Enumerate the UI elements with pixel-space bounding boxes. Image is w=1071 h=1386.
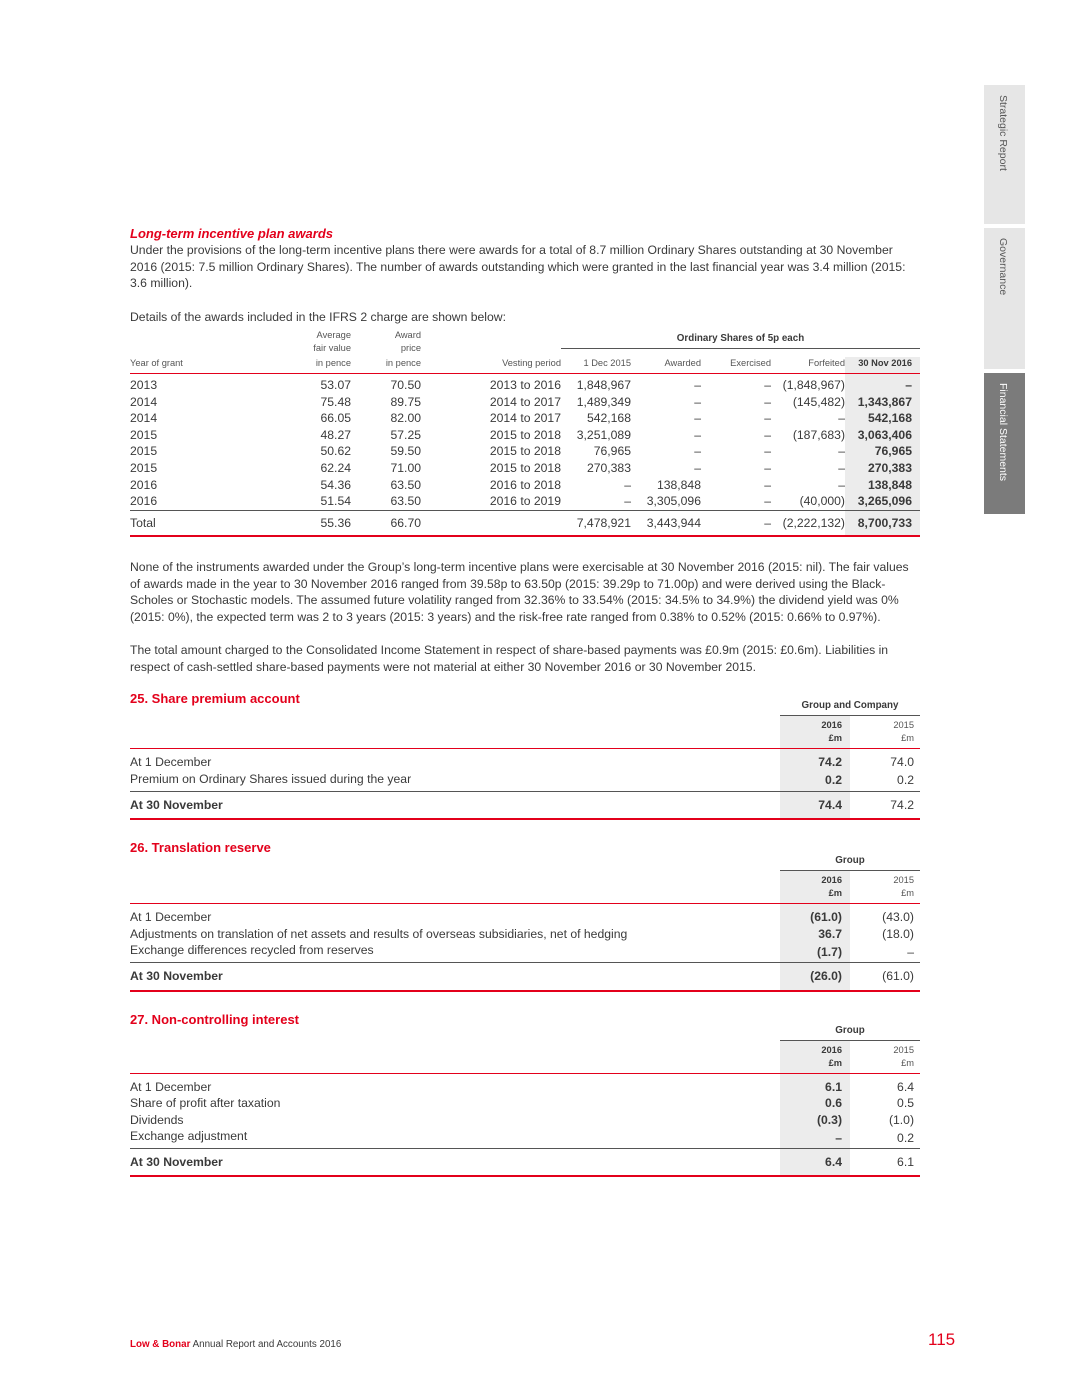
col-header-year: Year of grant	[130, 357, 250, 374]
sidebar-tab-governance[interactable]	[984, 228, 1025, 369]
table-row: 2015 50.62 59.50 2015 to 2018 76,965 – – – 76,965	[130, 443, 920, 460]
table-row: Exchange differences recycled from reserves (1.7) –	[130, 942, 920, 962]
note-translation-reserve	[130, 840, 920, 991]
table-row: 2013 53.07 70.50 2013 to 2016 1,848,967 – – (1,848,967) –	[130, 374, 920, 394]
main-content	[130, 226, 920, 1177]
ltip-intro-paragraph: Under the provisions of the long-term incentive plans there were awards for a total of 8.7 million Ordinary Shares outstanding at 30 November 2016 (2015: 7.5 million Ordinary Shares). The number of awards outstanding which were granted in the last financial year was 3.4 million (2015: 3.6 million).	[130, 243, 906, 290]
note-group-header: Group and Company	[780, 699, 920, 716]
footer	[130, 1339, 341, 1350]
table-row: 2014 66.05 82.00 2014 to 2017 542,168 – – – 542,168	[130, 410, 920, 427]
note-table: Group 2016 2015 £m £m At 1 December (61.0) (43.0) Adjustments on translation of net assets and results of overseas subsidiaries, net of hedging 36.7 (18.0) Exchange differences recycled from reserves (1.7) – At 30 November (26.0) (61.0)	[130, 854, 920, 991]
col-header-avg: Average fair value	[313, 330, 351, 353]
col-header-dec2015: 1 Dec 2015	[561, 357, 631, 374]
note-group-header: Group	[780, 1024, 920, 1041]
col-header-vesting: Vesting period	[421, 357, 561, 374]
table-row: At 1 December 74.2 74.0	[130, 749, 920, 771]
page-number: 115	[928, 1330, 956, 1349]
table-row: At 1 December 6.1 6.4	[130, 1073, 920, 1095]
table-total-row: At 30 November 74.4 74.2	[130, 791, 920, 819]
table-row: Adjustments on translation of net assets and results of overseas subsidiaries, net of hedging 36.7 (18.0)	[130, 926, 914, 941]
ltip-fair-value-paragraph: None of the instruments awarded under the Group’s long-term incentive plans were exercisable at 30 November 2016 (2015: nil). The fair values of awards made in the year to 30 November 2016 ranged from 39.58p to 63.50p (2015: 39.29p to 71.00p) and were derived using the Black-Scholes or Stochastic models. The assumed future volatility ranged from 32.36% to 33.54% (2015: 34.5% to 34.9%) the dividend yield was 0% (2015: 0%), the expected term was 2 to 3 years (2015: 3 years) and the risk-free rate ranged from 0.38% to 0.52% (2015: 0.66% to 0.97%).	[130, 560, 909, 624]
table-row: 2016 54.36 63.50 2016 to 2018 – 138,848 – – 138,848	[130, 477, 920, 494]
sidebar-tab-financial-statements[interactable]	[984, 373, 1025, 514]
ltip-awards-table: Average fair value Award price Ordinary Shares of 5p each Year of grant in pence in pence Vesting period 1 Dec 2015 Awarded Exercised Forfeited 30 Nov 2016 2013 53.07 70.50 2013 to 2016 1,848,967 – – (1,848,967) – 2014 75.48 89.75 2014 to 2017 1,489,349 – – (145,482) 1,343,867 2014 66.05 82.00 2014 to 2017 542,168 – – – 542,168 2015 48.27 57.25 2015 to 2018 3,251,089 – – (187,683) 3,063,406 2015 50.62 59.50 2015 to 2018 76,965 – – – 76,965 2015 62.24 71.00 2015 to 2018 270,383 – – – 270,383 2016 54.36 63.50 2016 to 2018 – 138,848 – – 138,848 2016 51.54 63.50 2016 to 2019 – 3,305,096 – (40,000) 3,265,096 Total 55.36 66.70 7,478,921 3,443,944 – (2,222,132) 8,700,733	[130, 329, 920, 537]
ltip-details-paragraph: Details of the awards included in the IFRS 2 charge are shown below:	[130, 309, 506, 324]
col-header-awarded: Awarded	[631, 357, 701, 374]
table-row: At 1 December (61.0) (43.0)	[130, 904, 920, 926]
col-header-forfeited: Forfeited	[771, 357, 845, 374]
table-row: 2015 48.27 57.25 2015 to 2018 3,251,089 – – (187,683) 3,063,406	[130, 427, 920, 444]
note-table: Group 2016 2015 £m £m At 1 December 6.1 6.4 Share of profit after taxation 0.6 0.5 Dividends (0.3) (1.0) Exchange adjustment – 0.2 At 30 November 6.4 6.1	[130, 1024, 920, 1178]
ltip-charge-paragraph: The total amount charged to the Consolidated Income Statement in respect of share-based payments was £0.9m (2015: £0.6m). Liabilities in respect of cash-settled share-based payments were not material at either 30 November 2016 or 30 November 2015.	[130, 643, 889, 674]
note-share-premium	[130, 691, 920, 820]
table-total-row: At 30 November (26.0) (61.0)	[130, 962, 920, 990]
sidebar-tab-label: Strategic Report	[997, 95, 1009, 171]
table-total-row: At 30 November 6.4 6.1	[130, 1148, 920, 1176]
sidebar-tab-strategic-report[interactable]	[984, 85, 1025, 224]
note-title: 27. Non-controlling interest	[130, 1011, 300, 1027]
sidebar-tab-label: Financial Statements	[997, 383, 1009, 482]
table-row: 2015 62.24 71.00 2015 to 2018 270,383 – – – 270,383	[130, 460, 920, 477]
col-header-price: Award price	[394, 330, 421, 353]
note-group-header: Group	[780, 854, 920, 871]
table-row: Exchange adjustment – 0.2	[130, 1128, 920, 1148]
col-header-nov2016: 30 Nov 2016	[845, 357, 920, 374]
note-table: Group and Company 2016 2015 £m £m At 1 December 74.2 74.0 Premium on Ordinary Shares issued during the year 0.2 0.2 At 30 November 74.4 74.2	[130, 699, 920, 820]
footer-text: Annual Report and Accounts 2016	[192, 1339, 342, 1350]
note-non-controlling-interest	[130, 1012, 920, 1178]
table-row: Share of profit after taxation 0.6 0.5	[130, 1096, 914, 1111]
footer-brand: Low & Bonar	[130, 1339, 191, 1350]
table-row: 2014 75.48 89.75 2014 to 2017 1,489,349 – – (145,482) 1,343,867	[130, 394, 920, 411]
table-total-row: Total 55.36 66.70 7,478,921 3,443,944 – (2,222,132) 8,700,733	[130, 510, 920, 536]
col-header-exercised: Exercised	[701, 357, 771, 374]
sidebar-tab-label: Governance	[997, 238, 1009, 296]
table-row: 2016 51.54 63.50 2016 to 2019 – 3,305,096 – (40,000) 3,265,096	[130, 493, 920, 510]
table-row: Premium on Ordinary Shares issued during the year 0.2 0.2	[130, 771, 920, 791]
note-title: 26. Translation reserve	[130, 840, 271, 856]
ltip-heading: Long-term incentive plan awards	[130, 226, 333, 241]
ordinary-shares-group-header: Ordinary Shares of 5p each	[561, 329, 920, 349]
note-title: 25. Share premium account	[130, 691, 300, 707]
table-row: Dividends (0.3) (1.0)	[130, 1112, 914, 1127]
